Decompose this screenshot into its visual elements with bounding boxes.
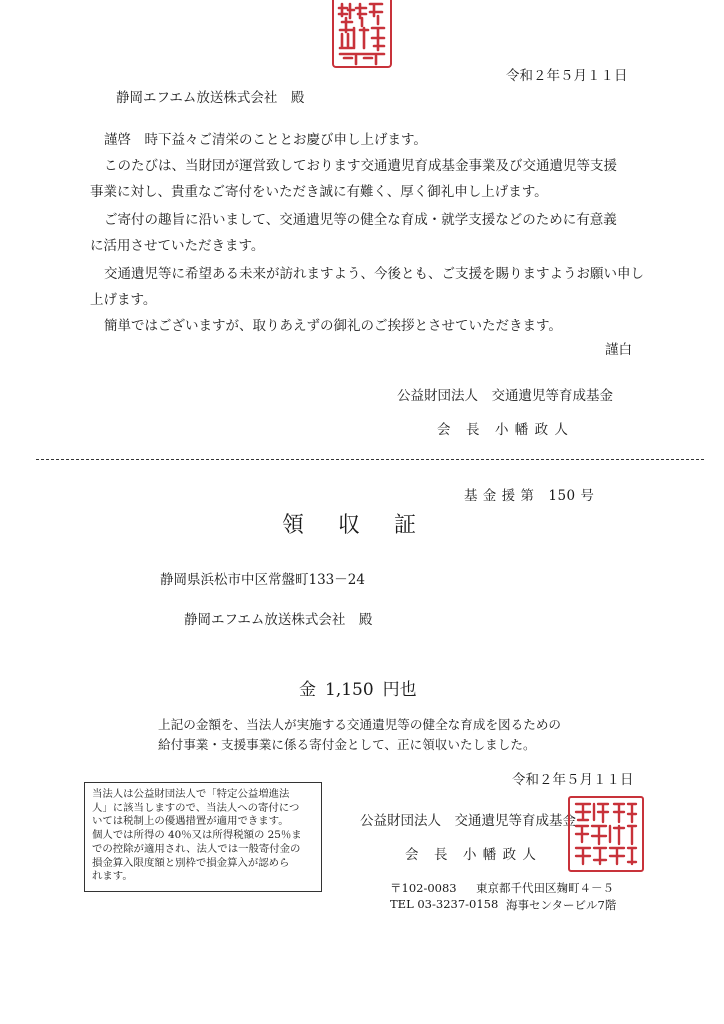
seal-stamp-bottom	[568, 796, 644, 872]
amount-prefix: 金	[299, 680, 316, 700]
receipt-address: 静岡県浜松市中区常盤町133－24	[160, 572, 365, 588]
receipt-chair-name: 会 長 小 幡 政 人	[405, 847, 537, 863]
receipt-addressee: 静岡エフエム放送株式会社 殿	[184, 612, 373, 628]
letter-paragraph-thanks-2: 事業に対し、貴重なご寄付をいただき誠に有難く、厚く御礼申し上げます。	[90, 184, 548, 200]
receipt-org-name: 公益財団法人 交通遺児等育成基金	[360, 813, 576, 829]
letter-paragraph-thanks-1: このたびは、当財団が運営致しております交通遺児育成基金事業及び交通遺児等支援	[104, 158, 617, 174]
tax-notice-line: 当法人は公益財団法人で「特定公益増進法	[92, 788, 290, 800]
amount-value: 1,150	[325, 680, 374, 700]
letter-paragraph-purpose-1: ご寄付の趣旨に沿いまして、交通遺児等の健全な育成・就学支援などのために有意義	[104, 212, 617, 228]
receipt-title: 領収証	[282, 513, 451, 538]
letter-paragraph-purpose-2: に活用させていただきます。	[90, 238, 265, 254]
receipt-street-address: 東京都千代田区麹町４－５	[476, 881, 614, 895]
receipt-body-line-2: 給付事業・支援事業に係る寄付金として、正に領収いたしました。	[158, 737, 536, 752]
tax-notice-line: での控除が適用され、法人では一般寄付金の	[92, 842, 301, 855]
receipt-amount	[299, 675, 417, 700]
tax-notice-line: れます。	[92, 870, 133, 883]
letter-org-name: 公益財団法人 交通遺児等育成基金	[397, 388, 613, 404]
letter-closing: 謹白	[605, 342, 632, 358]
letter-chair-name: 会 長 小 幡 政 人	[437, 422, 569, 438]
tax-notice-box	[84, 782, 322, 892]
receipt-telephone: TEL 03-3237-0158	[390, 897, 499, 911]
letter-paragraph-wish-2: 上げます。	[90, 292, 157, 308]
receipt-date: 令和２年５月１１日	[512, 772, 634, 788]
receipt-body-line-1: 上記の金額を、当法人が実施する交通遺児等の健全な育成を図るための	[158, 717, 561, 732]
letter-paragraph-wish-1: 交通遺児等に希望ある未来が訪れますよう、今後とも、ご支援を賜りますようお願い申し	[104, 266, 644, 282]
seal-stamp-top	[332, 0, 392, 68]
letter-addressee: 静岡エフエム放送株式会社 殿	[116, 90, 305, 106]
cut-line-divider	[36, 459, 704, 460]
tax-notice-line: 損金算入限度額と別枠で損金算入が認めら	[92, 856, 290, 869]
tax-notice-line: いては税制上の優遇措置が適用できます。	[92, 815, 289, 828]
seal-stamp-top-graphic	[334, 0, 390, 66]
letter-paragraph-closing-remark: 簡単ではございますが、取りあえずの御礼のご挨拶とさせていただきます。	[104, 318, 562, 334]
letter-date: 令和２年５月１１日	[506, 68, 628, 84]
amount-suffix: 円也	[382, 680, 417, 700]
receipt-building: 海事センタービル7階	[506, 898, 617, 912]
tax-notice-line: 個人では所得の 40％又は所得税額の 25％ま	[92, 829, 302, 842]
receipt-number: 基 金 援 第 150 号	[464, 488, 595, 504]
tax-notice-line: 人」に該当しますので、当法人への寄付につ	[92, 801, 300, 814]
letter-paragraph-greeting: 謹啓 時下益々ご清栄のこととお慶び申し上げます。	[104, 132, 427, 148]
receipt-postal-code: 〒102-0083	[390, 881, 457, 895]
seal-stamp-bottom-graphic	[570, 798, 642, 870]
